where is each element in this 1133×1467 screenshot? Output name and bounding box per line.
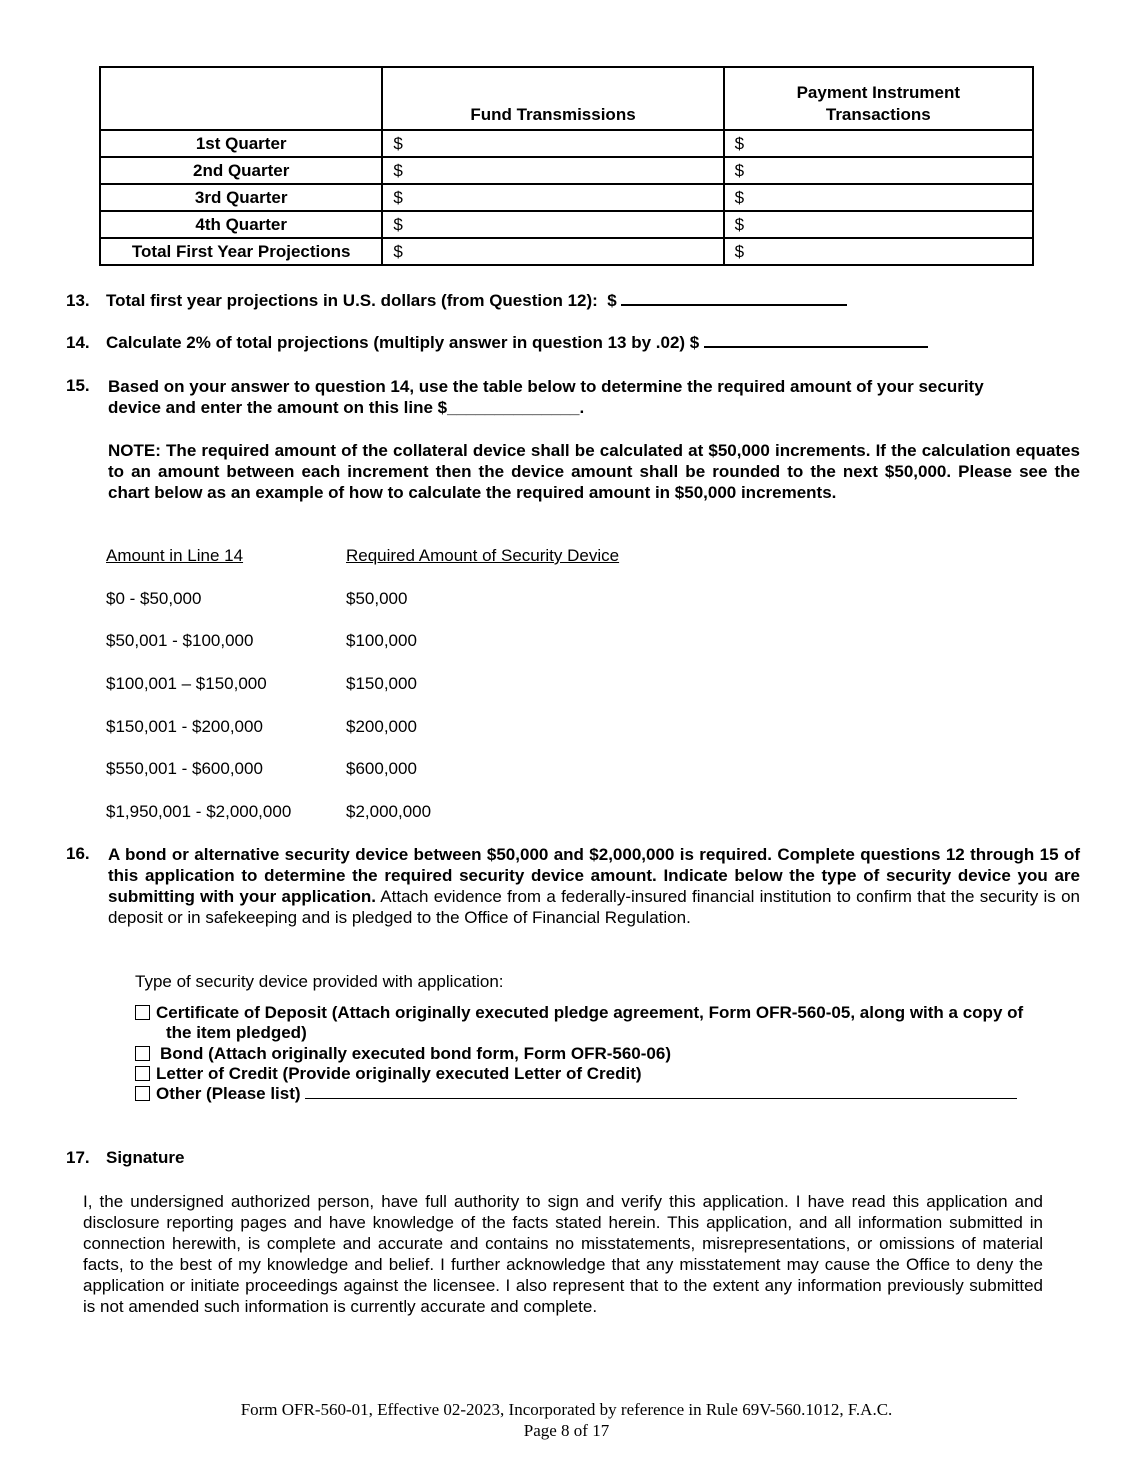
fund-transmissions-input[interactable]: $ [382,130,723,157]
row-label: 2nd Quarter [100,157,382,184]
fund-transmissions-input[interactable]: $ [382,157,723,184]
signature-title: Signature [106,1148,185,1167]
fund-transmissions-input[interactable]: $ [382,184,723,211]
table-header-empty [100,67,382,130]
table-header-row [100,67,1033,130]
payment-instrument-input[interactable]: $ [724,184,1033,211]
amount-header-left: Amount in Line 14 [106,546,244,565]
q14-number: 14. [66,333,90,352]
amount-range: $150,001 - $200,000 [106,717,263,736]
other-answer-line[interactable] [305,1098,1017,1099]
q16-text: A bond or alternative security device between $50,000 and $2,000,000 is required. Complete questions 12 through 15 of this application to determine the required security device amount. Indicate below the type of security device you are submitting with your application. Attach evidence from a federally-insured financial institution to confirm that the security is on deposit or in safekeeping and is pledged to the Office of Financial Regulation. [108,845,1080,927]
table-row [100,157,1033,184]
amount-range: $100,001 – $150,000 [106,674,267,693]
row-label: Total First Year Projections [100,238,382,265]
form-reference: Form OFR-560-01, Effective 02-2023, Incorporated by reference in Rule 69V-560.1012, F.A.C. [240,1400,893,1419]
amount-required: $2,000,000 [346,802,432,821]
q15-text: Based on your answer to question 14, use the table below to determine the required amount of your security device and enter the amount on this line $______________. [108,377,984,417]
table-row [100,211,1033,238]
checkbox-bond[interactable] [135,1046,150,1061]
fund-transmissions-input[interactable]: $ [382,211,723,238]
checkbox-other[interactable] [135,1086,150,1101]
payment-instrument-input[interactable]: $ [724,211,1033,238]
page-number: Page 8 of 17 [523,1421,610,1440]
option-certificate-of-deposit[interactable]: Certificate of Deposit (Attach originally executed pledge agreement, Form OFR-560-05, along with a copy of [135,1003,1080,1023]
row-label: 3rd Quarter [100,184,382,211]
option-other[interactable]: Other (Please list) [135,1084,1017,1104]
signature-statement: I, the undersigned authorized person, have full authority to sign and verify this application. I have read this application and disclosure reporting pages and have knowledge of the facts stated herein. This application, and all information submitted in connection herewith, is complete and accurate and contains no misstatements, misrepresentations, or omissions of material facts, to the best of my knowledge and belief. I further acknowledge that any misstatement may cause the Office to deny the application or initiate proceedings against the licensee. I also represent that to the extent any information previously submitted is not amended such information is currently accurate and complete. [83,1192,1043,1316]
payment-instrument-input[interactable]: $ [724,238,1033,265]
row-label: 4th Quarter [100,211,382,238]
amount-header-right: Required Amount of Security Device [346,546,620,565]
table-header-payment-instrument: Payment Instrument Transactions [724,67,1033,130]
amount-required: $600,000 [346,759,417,778]
amount-required: $200,000 [346,717,417,736]
amount-range: $0 - $50,000 [106,589,202,608]
q13-answer-line[interactable] [621,304,847,306]
fund-transmissions-input[interactable]: $ [382,238,723,265]
q15-number: 15. [66,376,90,395]
checkbox-certificate-of-deposit[interactable] [135,1005,150,1020]
q14-answer-line[interactable] [704,346,928,348]
amount-range: $50,001 - $100,000 [106,631,254,650]
q15-note: NOTE: The required amount of the collateral device shall be calculated at $50,000 increments. If the calculation equates to an amount between each increment then the device amount shall be rounded to the next $50,000. Please see the chart below as an example of how to calculate the required amount in $50,000 increments. [108,441,1080,502]
amount-required: $50,000 [346,589,408,608]
amount-required: $100,000 [346,631,417,650]
q14-text: Calculate 2% of total projections (multiply answer in question 13 by .02) $ [106,333,928,353]
option-bond[interactable]: Bond (Attach originally executed bond form, Form OFR-560-06) [135,1044,671,1064]
projections-table [99,66,1034,266]
amount-range: $550,001 - $600,000 [106,759,263,778]
row-label: 1st Quarter [100,130,382,157]
form-footer [0,1399,1133,1441]
q13-text: Total first year projections in U.S. dollars (from Question 12): $ [106,291,847,311]
payment-instrument-input[interactable]: $ [724,130,1033,157]
checkbox-letter-of-credit[interactable] [135,1066,150,1081]
table-row [100,130,1033,157]
security-type-label: Type of security device provided with application: [135,972,504,991]
option-certificate-continuation: the item pledged) [166,1023,307,1042]
amount-required: $150,000 [346,674,417,693]
payment-instrument-input[interactable]: $ [724,157,1033,184]
q17-number: 17. [66,1148,90,1167]
amount-range: $1,950,001 - $2,000,000 [106,802,292,821]
table-row [100,238,1033,265]
option-letter-of-credit[interactable]: Letter of Credit (Provide originally executed Letter of Credit) [135,1064,642,1084]
table-row [100,184,1033,211]
q16-number: 16. [66,844,90,863]
q13-number: 13. [66,291,90,310]
table-header-fund-transmissions: Fund Transmissions [382,67,723,130]
